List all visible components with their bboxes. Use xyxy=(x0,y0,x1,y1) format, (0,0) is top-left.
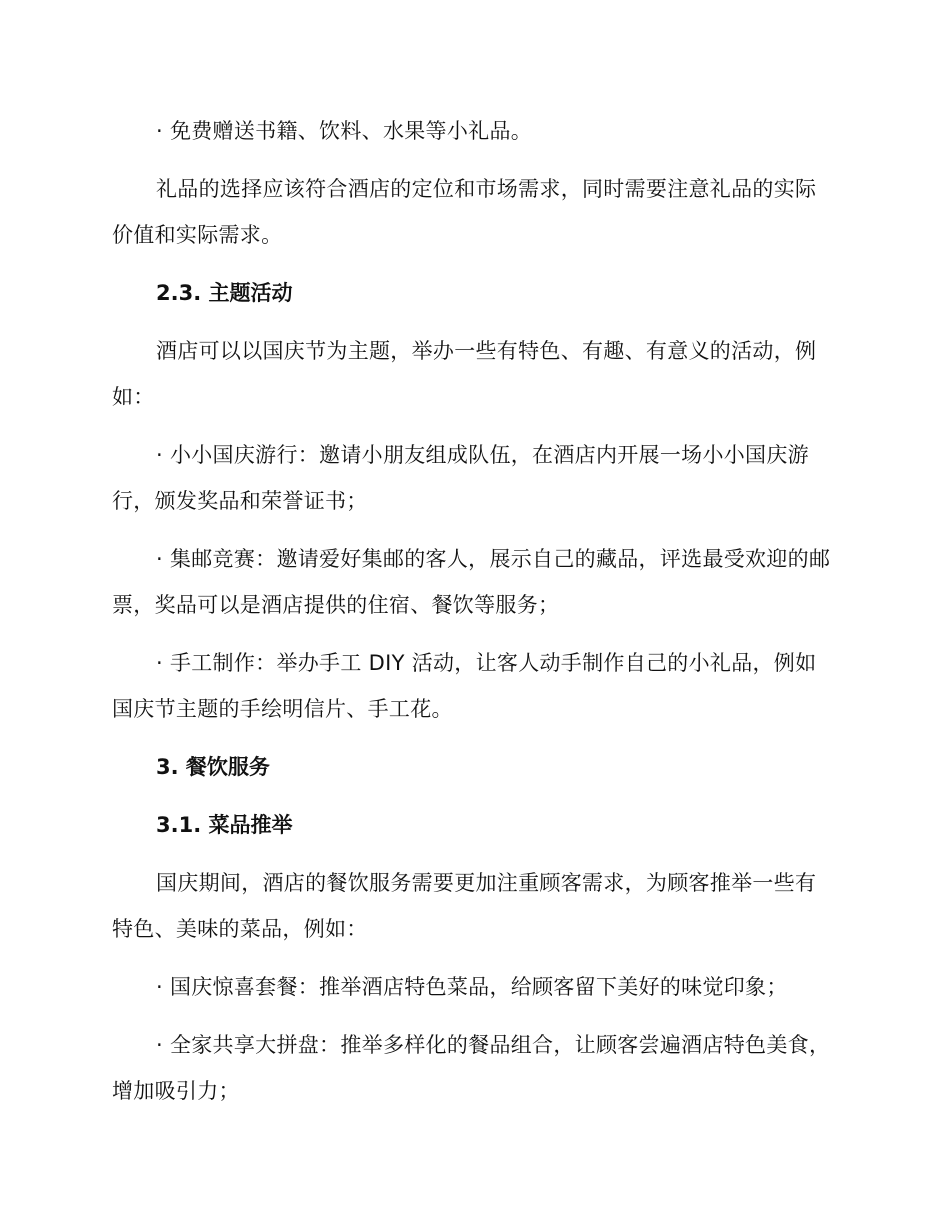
paragraph-theme-intro: 酒店可以以国庆节为主题，举办一些有特色、有趣、有意义的活动，例如： xyxy=(112,339,817,409)
paragraph-gift-selection: 礼品的选择应该符合酒店的定位和市场需求，同时需要注意礼品的实际价值和实际需求。 xyxy=(112,177,817,247)
document-page xyxy=(112,108,832,1114)
heading-theme-activities: 2.3. 主题活动 xyxy=(156,281,293,305)
heading-dish-recommendation: 3.1. 菜品推举 xyxy=(156,813,293,837)
heading-dining-service: 3. 餐饮服务 xyxy=(156,755,270,779)
bullet-stamp-contest: · 集邮竞赛：邀请爱好集邮的客人，展示自己的藏品，评选最受欢迎的邮票，奖品可以是酒店提供的住宿、餐饮等服务； xyxy=(112,547,831,617)
paragraph-dining-intro: 国庆期间，酒店的餐饮服务需要更加注重顾客需求，为顾客推举一些有特色、美味的菜品，例如： xyxy=(112,871,817,941)
bullet-handcraft: · 手工制作：举办手工 DIY 活动，让客人动手制作自己的小礼品，例如国庆节主题的手绘明信片、手工花。 xyxy=(112,651,817,721)
bullet-surprise-set-meal: · 国庆惊喜套餐：推举酒店特色菜品，给顾客留下美好的味觉印象； xyxy=(156,975,788,999)
bullet-family-platter: · 全家共享大拼盘：推举多样化的餐品组合，让顾客尝遍酒店特色美食，增加吸引力； xyxy=(112,1033,831,1103)
bullet-parade: · 小小国庆游行：邀请小朋友组成队伍，在酒店内开展一场小小国庆游行，颁发奖品和荣誉证书； xyxy=(112,443,809,513)
bullet-gift-item: · 免费赠送书籍、饮料、水果等小礼品。 xyxy=(156,119,533,143)
